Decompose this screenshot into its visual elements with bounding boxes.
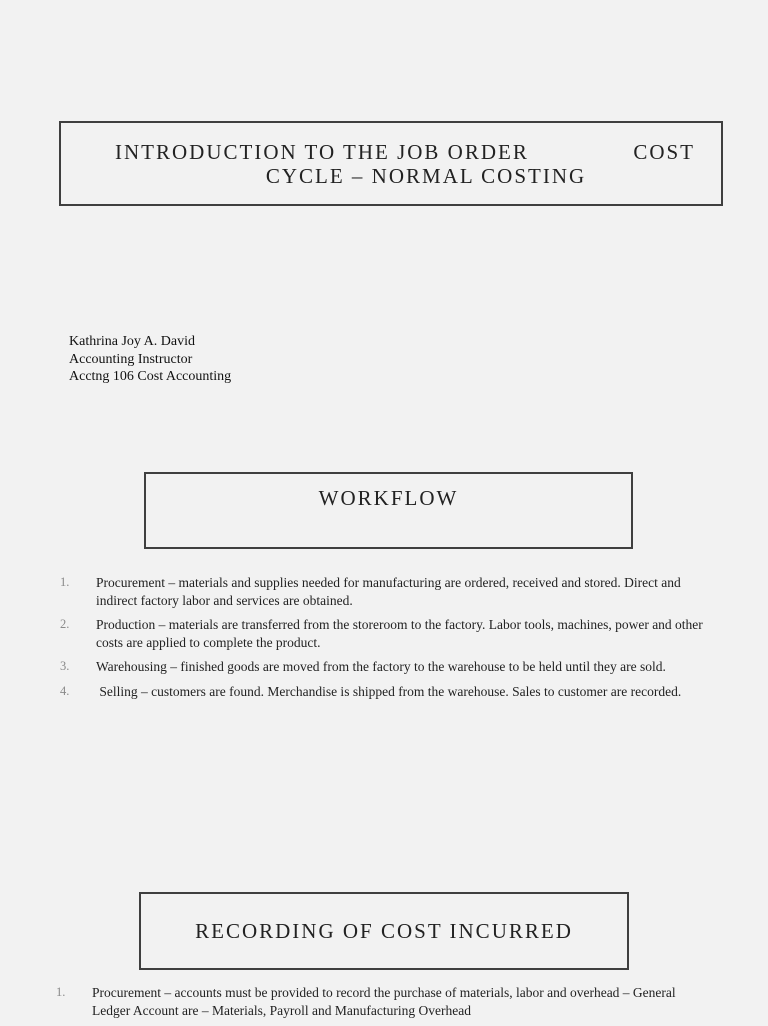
recording-title: RECORDING OF COST INCURRED <box>195 919 573 943</box>
recording-title-box <box>139 892 629 970</box>
workflow-title-box <box>144 472 633 549</box>
intro-title-box <box>59 121 723 206</box>
intro-title-right: COST <box>633 140 695 164</box>
list-item-text: Procurement – accounts must be provided to record the purchase of materials, labor and overhead – General Ledger Account are – Materials, Payroll and Manufacturing Overhead <box>92 985 676 1018</box>
list-item-number: 1. <box>56 985 66 999</box>
list-item <box>60 574 720 609</box>
list-item-number: 3. <box>60 659 70 673</box>
author-name: Kathrina Joy A. David <box>69 334 195 349</box>
intro-title-left: INTRODUCTION TO THE JOB ORDER <box>115 140 529 164</box>
list-item <box>60 616 720 651</box>
list-item-text: Procurement – materials and supplies needed for manufacturing are ordered, received and stored. Direct and indirect factory labor and services are obtained. <box>96 575 681 608</box>
intro-title-line2: CYCLE – NORMAL COSTING <box>265 164 587 188</box>
workflow-list <box>60 574 720 707</box>
list-item-text: Warehousing – finished goods are moved from the factory to the warehouse to be held until they are sold. <box>96 659 666 674</box>
list-item-number: 1. <box>60 575 70 589</box>
author-role: Accounting Instructor <box>69 351 193 367</box>
list-item <box>56 984 716 1019</box>
author-block <box>69 333 231 386</box>
list-item-number: 4. <box>60 683 70 698</box>
author-course: Acctng 106 Cost Accounting <box>69 369 232 384</box>
workflow-title: WORKFLOW <box>318 486 459 510</box>
list-item-text: Selling – customers are found. Merchandise is shipped from the warehouse. Sales to customer are recorded. <box>96 683 682 699</box>
list-item-text: Production – materials are transferred from the storeroom to the factory. Labor tools, machines, power and other costs are applied to complete the product. <box>96 617 703 650</box>
list-item <box>60 683 720 701</box>
recording-list <box>56 984 716 1026</box>
list-item <box>60 658 720 676</box>
intro-title-line1 <box>115 140 695 165</box>
list-item-number: 2. <box>60 617 70 631</box>
